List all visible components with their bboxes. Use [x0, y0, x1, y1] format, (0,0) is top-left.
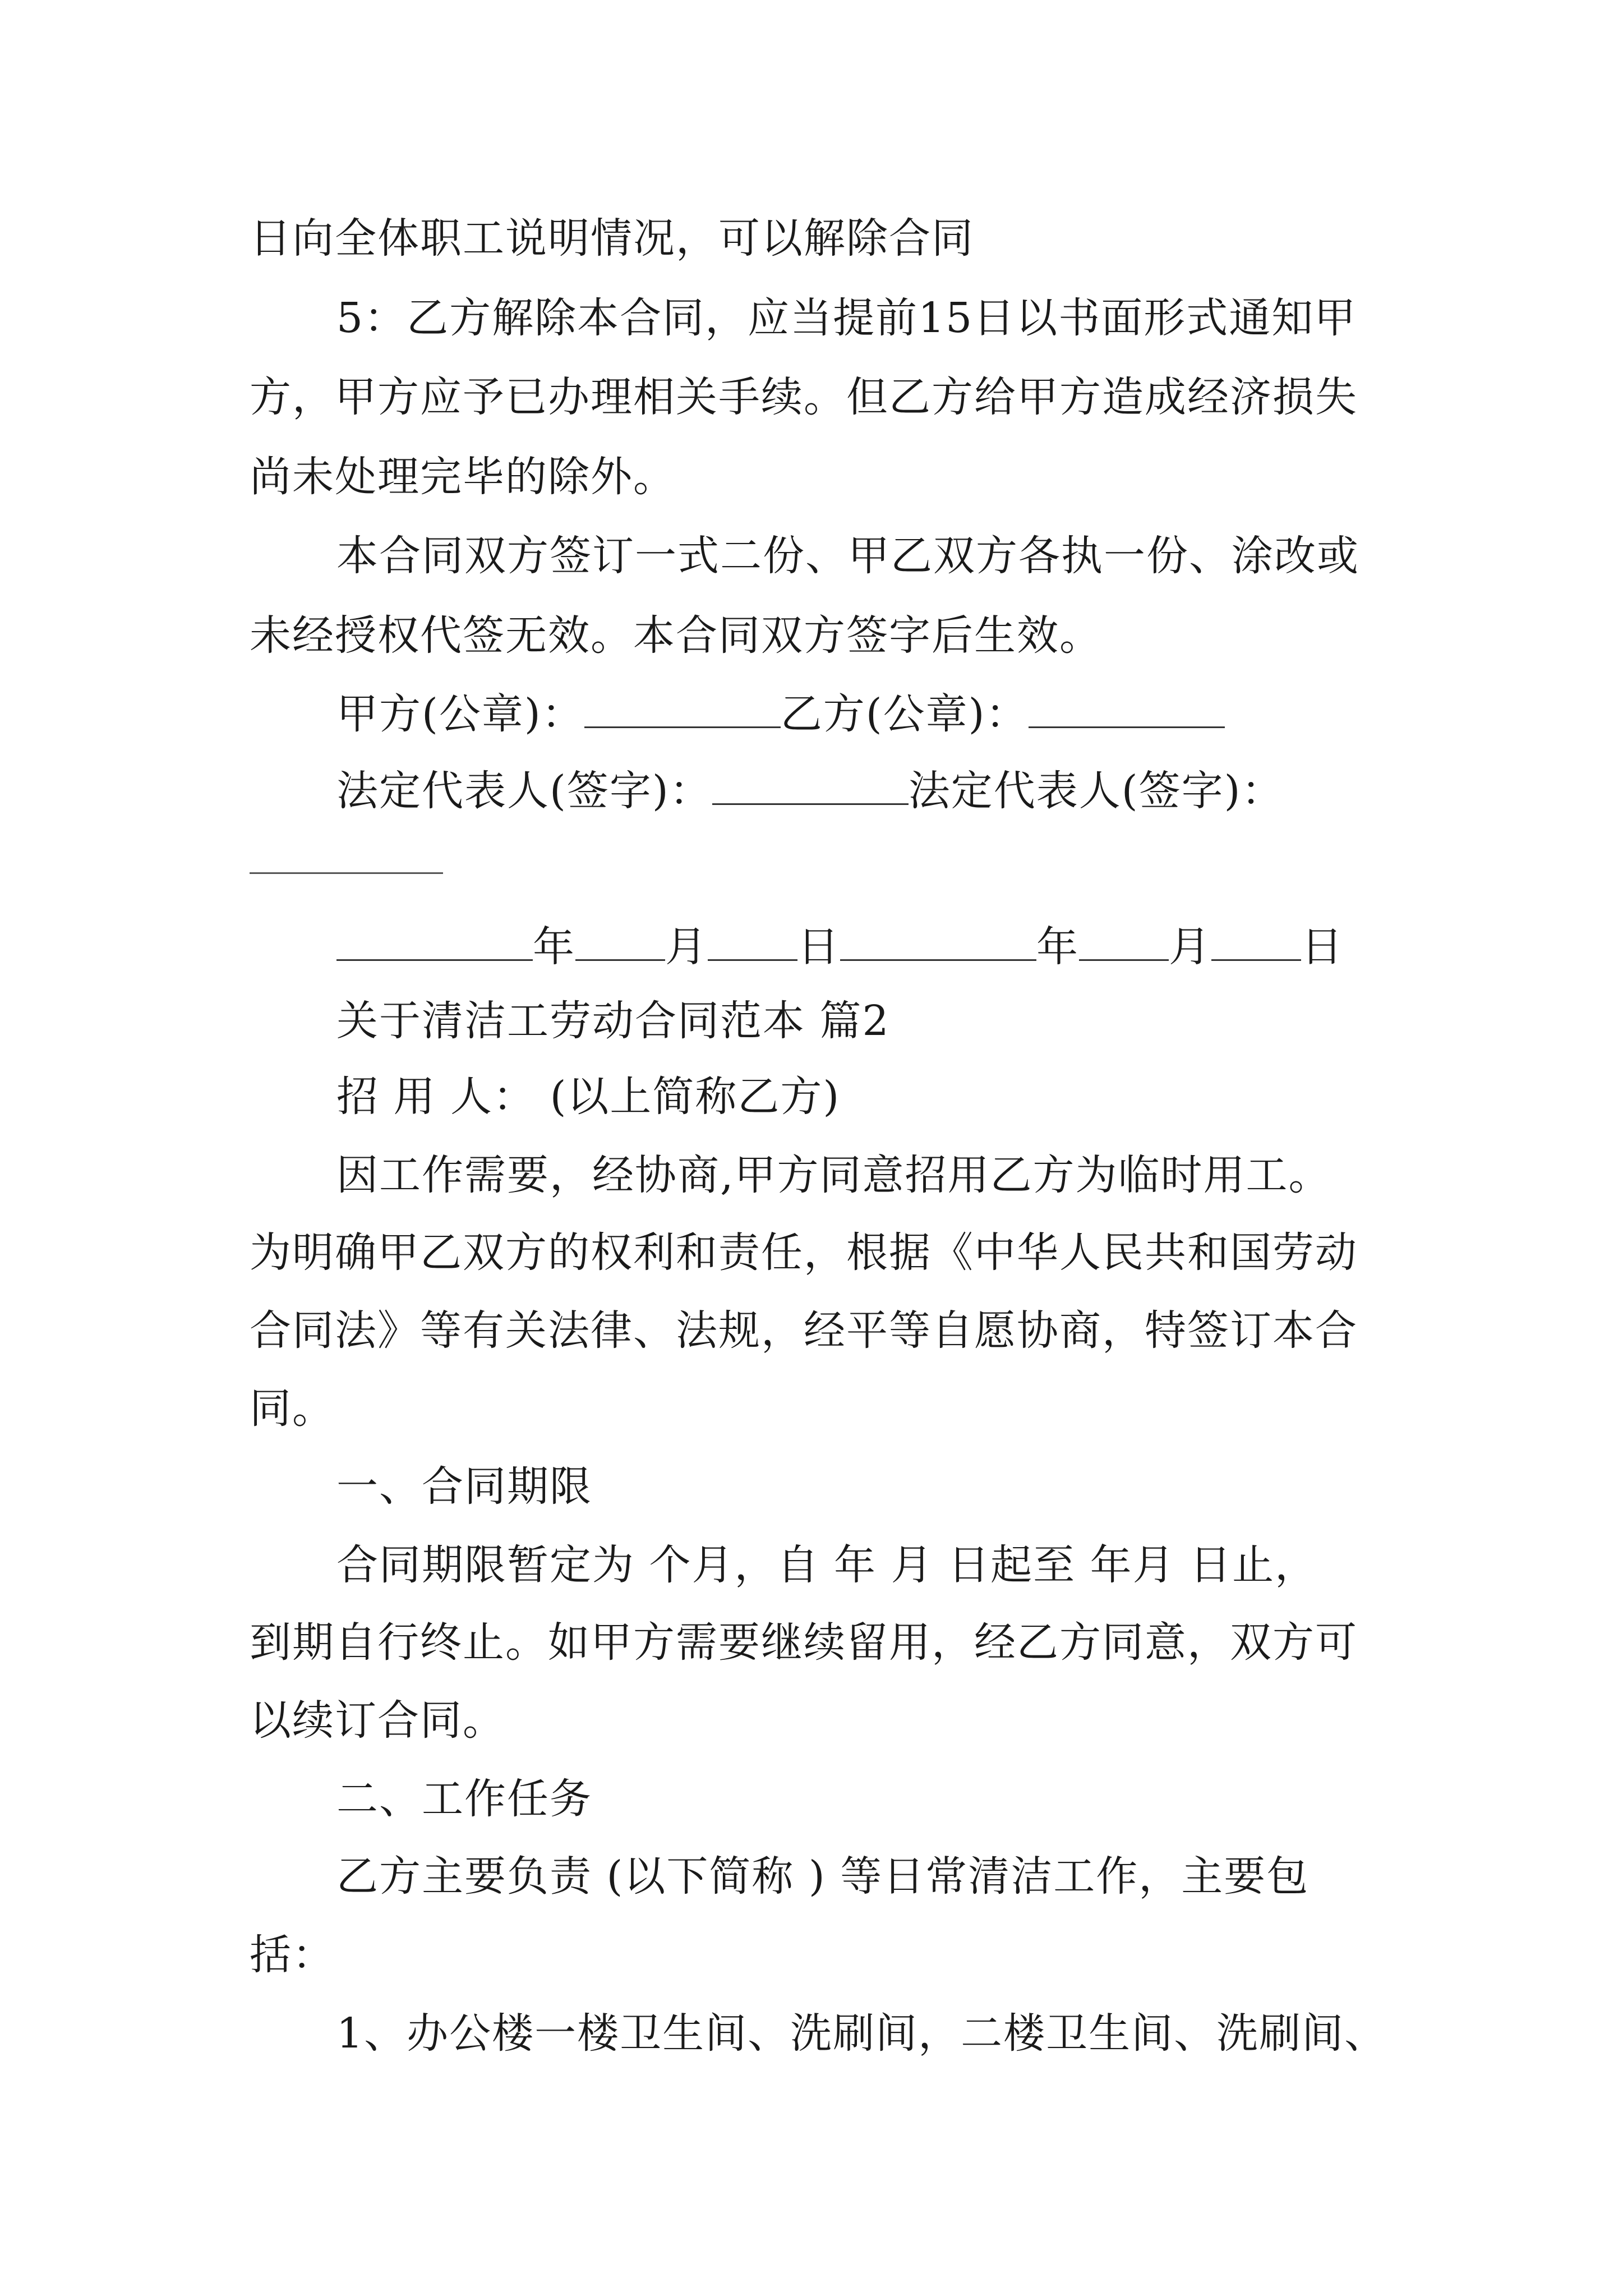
month-label-2: 月 [1169, 923, 1211, 971]
day-label: 日 [797, 923, 840, 971]
legal-rep-b-label: 法定代表人(签字)： [908, 767, 1284, 815]
legal-rep-a-label: 法定代表人(签字)： [336, 767, 712, 815]
intro-line: 合同法》等有关法律、法规，经平等自愿协商，特签订本合 [250, 1306, 1358, 1355]
text-line: 尚未处理完毕的除外。 [250, 453, 676, 501]
party-b-seal-blank [1029, 687, 1225, 728]
employer-line: 招 用 人： (以上简称乙方) [336, 1073, 841, 1121]
term-heading: 一、合同期限 [336, 1462, 592, 1511]
party-a-seal-blank [584, 687, 781, 728]
task-heading: 二、工作任务 [336, 1775, 592, 1823]
term-line: 到期自行终止。如甲方需要继续留用，经乙方同意，双方可 [250, 1618, 1358, 1667]
intro-line: 为明确甲乙双方的权利和责任，根据《中华人民共和国劳动 [250, 1228, 1358, 1277]
year-blank [336, 920, 533, 961]
task-line: 括： [250, 1931, 335, 1979]
year-label-2: 年 [1036, 923, 1079, 971]
text-line: 日向全体职工说明情况，可以解除合同 [250, 214, 974, 263]
term-line: 以续订合同。 [250, 1696, 505, 1745]
legal-rep-line [336, 764, 1284, 816]
month-blank [575, 920, 665, 961]
text-line: 本合同双方签订一式二份、甲乙双方各执一份、涂改或 [336, 532, 1359, 580]
year-blank-2 [840, 920, 1036, 961]
task-line: 乙方主要负责 (以下简称 ) 等日常清洁工作，主要包 [336, 1852, 1310, 1901]
term-line: 合同期限暂定为 个月，自 年 月 日起至 年月 日止， [336, 1541, 1318, 1589]
year-label: 年 [533, 923, 575, 971]
day-blank [708, 920, 797, 961]
party-a-seal-label: 甲方(公章)： [336, 690, 584, 738]
intro-line: 因工作需要，经协商,甲方同意招用乙方为临时用工。 [336, 1151, 1331, 1199]
seal-line [336, 687, 1225, 739]
day-blank-2 [1211, 920, 1301, 961]
text-line: 方，甲方应予已办理相关手续。但乙方给甲方造成经济损失 [250, 373, 1358, 421]
section-heading: 关于清洁工劳动合同范本 篇2 [336, 997, 890, 1045]
month-blank-2 [1079, 920, 1169, 961]
legal-rep-a-blank [712, 764, 909, 805]
day-label-2: 日 [1301, 923, 1344, 971]
legal-rep-b-blank [250, 872, 443, 874]
date-line [336, 920, 1344, 972]
party-b-seal-label: 乙方(公章)： [780, 690, 1029, 738]
task-item-1: 1、办公楼一楼卫生间、洗刷间，二楼卫生间、洗刷间、 [336, 2009, 1387, 2058]
month-label: 月 [665, 923, 708, 971]
clause-5-line: 5：乙方解除本合同，应当提前15日以书面形式通知甲 [336, 294, 1357, 342]
intro-line: 同。 [250, 1384, 335, 1433]
text-line: 未经授权代签无效。本合同双方签字后生效。 [250, 611, 1102, 660]
